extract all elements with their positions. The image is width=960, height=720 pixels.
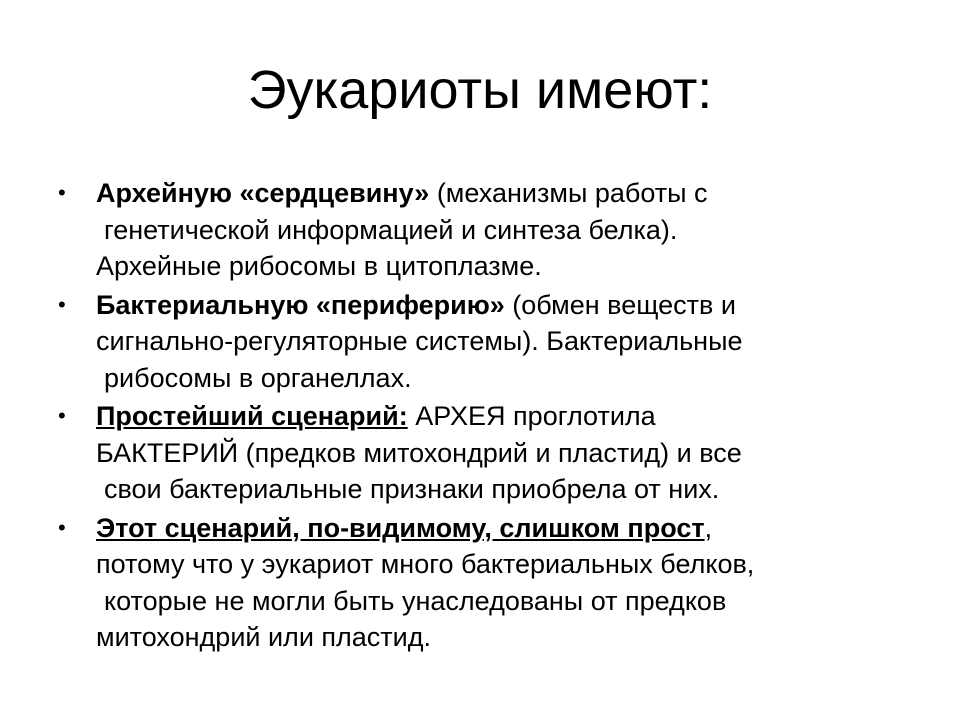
line-text: (обмен веществ и [504,289,736,320]
bullet-line [96,398,896,435]
bullet-dot-icon: • [58,291,66,317]
bullet-list [58,175,896,658]
bullet-line: Архейные рибосомы в цитоплазме. [96,251,542,281]
bullet-line: свои бактериальные признаки приобрела от них. [104,474,720,504]
bullet-item [58,510,896,656]
underlined-phrase: Простейший сценарий: [96,401,408,431]
bullet-dot-icon: • [58,514,66,540]
bullet-line: митохондрий или пластид. [96,622,431,652]
bullet-line [96,287,896,324]
line-text: , [704,512,713,543]
line-text: АРХЕЯ проглотила [407,401,656,431]
bullet-item [58,287,896,397]
bold-phrase: Бактериальную «периферию» [96,289,505,320]
bold-phrase: Архейную «сердцевину» [96,178,430,208]
bullet-dot-icon: • [58,403,66,428]
bullet-item [58,175,896,285]
bullet-line: потому что у эукариот много бактериальных белков, [96,549,755,579]
bullet-line: генетической информацией и синтеза белка). [104,214,678,245]
underlined-phrase: Этот сценарий, по-видимому, слишком прост [96,512,705,543]
bullet-line [96,175,896,212]
bullet-line [96,510,896,547]
bullet-item [58,398,896,508]
line-text: (механизмы работы с [429,178,708,208]
bullet-line: БАКТЕРИЙ (предков митохондрий и пластид) и все [96,437,742,468]
bullet-line: которые не могли быть унаследованы от предков [104,585,727,616]
bullet-line: рибосомы в органеллах. [104,362,412,393]
bullet-line: сигнально-регуляторные системы). Бактериальные [96,326,743,356]
slide-title: Эукариоты имеют: [247,60,713,120]
bullet-dot-icon: • [58,180,66,205]
